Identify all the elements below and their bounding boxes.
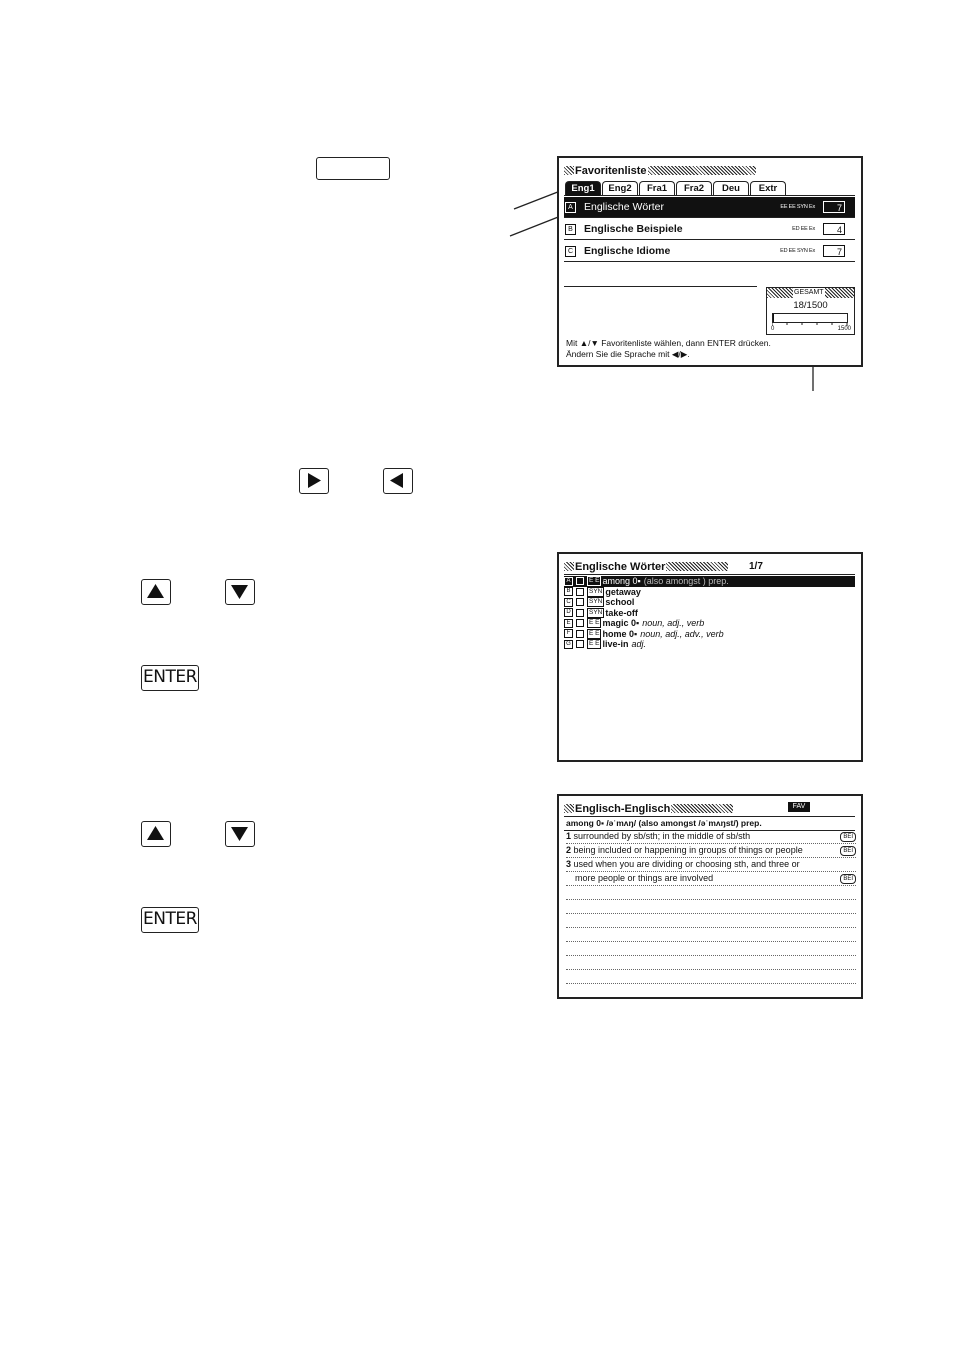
sense-2[interactable]: 2 being included or happening in groups of things or people BEI — [566, 843, 856, 857]
right-arrow-key[interactable] — [299, 468, 329, 494]
word-row-school[interactable]: C SYN school — [564, 597, 855, 608]
example-badge[interactable]: BEI — [840, 874, 856, 884]
favorite-row-english-words[interactable] — [564, 197, 855, 218]
word-list-screen — [557, 552, 863, 762]
word-row-live-in[interactable]: G E E live-in adj. — [564, 639, 855, 650]
sense-3[interactable]: 3 used when you are dividing or choosing sth, and three or — [566, 859, 800, 869]
dictionary-title: Englisch-Englisch — [575, 802, 671, 815]
word-row-magic[interactable]: E E E magic 0▪ noun, adj., verb — [564, 618, 855, 629]
content-type-icons: ED EE Ex — [792, 226, 815, 232]
total-progress-bar — [772, 313, 848, 323]
word-list-title-bar — [564, 560, 728, 573]
footer-hint-2: Ändern Sie die Sprache mit ◀/▶. — [566, 349, 690, 359]
checkbox[interactable] — [576, 609, 584, 617]
favorite-row-english-idioms[interactable] — [564, 241, 855, 262]
enter-key-2[interactable]: ENTER — [141, 907, 199, 933]
triangle-up-icon — [142, 822, 169, 845]
checkbox[interactable] — [576, 619, 584, 627]
left-arrow-key[interactable] — [383, 468, 413, 494]
dictionary-title-bar — [564, 802, 733, 815]
headword-line: among 0▪ /əˈmʌŋ/ (also amongst /əˈmʌŋst/) prep. — [566, 818, 762, 828]
total-label: GESAMT — [794, 289, 824, 296]
checkbox[interactable] — [576, 630, 584, 638]
down-arrow-key[interactable] — [225, 579, 255, 605]
row-count: 7 — [823, 201, 845, 213]
word-row-take-off[interactable]: D SYN take-off — [564, 608, 855, 619]
content-type-icons: EE EE SYN Ex — [780, 204, 815, 210]
total-box — [766, 287, 855, 335]
triangle-down-icon — [226, 822, 253, 845]
tab-fra1[interactable]: Fra1 — [639, 181, 675, 196]
favorites-title-bar — [564, 164, 756, 177]
triangle-down-icon — [226, 580, 253, 603]
favorites-screen — [557, 156, 863, 367]
down-arrow-key-2[interactable] — [225, 821, 255, 847]
row-label: Englische Wörter — [584, 201, 664, 213]
scale-min: 0 — [771, 326, 775, 332]
row-letter: B — [565, 224, 576, 235]
favorite-badge: FAV — [788, 802, 810, 812]
example-badge[interactable]: BEI — [840, 846, 856, 856]
word-row-home[interactable]: F E E home 0▪ noun, adj., adv., verb — [564, 629, 855, 640]
row-label: Englische Beispiele — [584, 223, 683, 235]
content-type-icons: ED EE SYN Ex — [780, 248, 815, 254]
sense-3-continued: more people or things are involved BEI — [566, 871, 856, 885]
favorites-title: Favoritenliste — [575, 164, 647, 177]
tab-extr[interactable]: Extr — [750, 181, 786, 196]
row-letter: A — [565, 202, 576, 213]
sense-1[interactable]: 1 surrounded by sb/sth; in the middle of sb/sth BEI — [566, 829, 856, 843]
row-count: 7 — [823, 245, 845, 257]
up-arrow-key-2[interactable] — [141, 821, 171, 847]
row-letter: C — [565, 246, 576, 257]
row-count: 4 — [823, 223, 845, 235]
favorite-row-english-examples[interactable] — [564, 219, 855, 240]
total-progress-fill — [773, 314, 774, 322]
dictionary-screen — [557, 794, 863, 999]
triangle-up-icon — [142, 580, 169, 603]
word-list-title: Englische Wörter — [575, 560, 666, 573]
page-indicator: 1/7 — [749, 561, 763, 572]
checkbox[interactable] — [576, 640, 584, 648]
example-badge[interactable]: BEI — [840, 832, 856, 842]
triangle-left-icon — [384, 469, 411, 492]
word-row-among[interactable]: A E E among 0▪ (also amongst ) prep. — [564, 576, 855, 587]
checkbox[interactable] — [576, 598, 584, 606]
scale-max: 1500 — [837, 326, 851, 332]
tab-eng2[interactable]: Eng2 — [602, 181, 638, 196]
tab-fra2[interactable]: Fra2 — [676, 181, 712, 196]
enter-key[interactable]: ENTER — [141, 665, 199, 691]
checkbox[interactable] — [576, 588, 584, 596]
footer-hint-1: Mit ▲/▼ Favoritenliste wählen, dann ENTER drücken. — [566, 338, 771, 348]
row-label: Englische Idiome — [584, 245, 671, 257]
tab-deu[interactable]: Deu — [713, 181, 749, 196]
tab-eng1[interactable]: Eng1 — [565, 181, 601, 196]
checkbox[interactable] — [576, 577, 584, 585]
language-tabs — [565, 181, 787, 196]
word-row-getaway[interactable]: B SYN getaway — [564, 587, 855, 598]
total-value: 18/1500 — [793, 300, 828, 311]
up-arrow-key[interactable] — [141, 579, 171, 605]
triangle-right-icon — [300, 469, 327, 492]
